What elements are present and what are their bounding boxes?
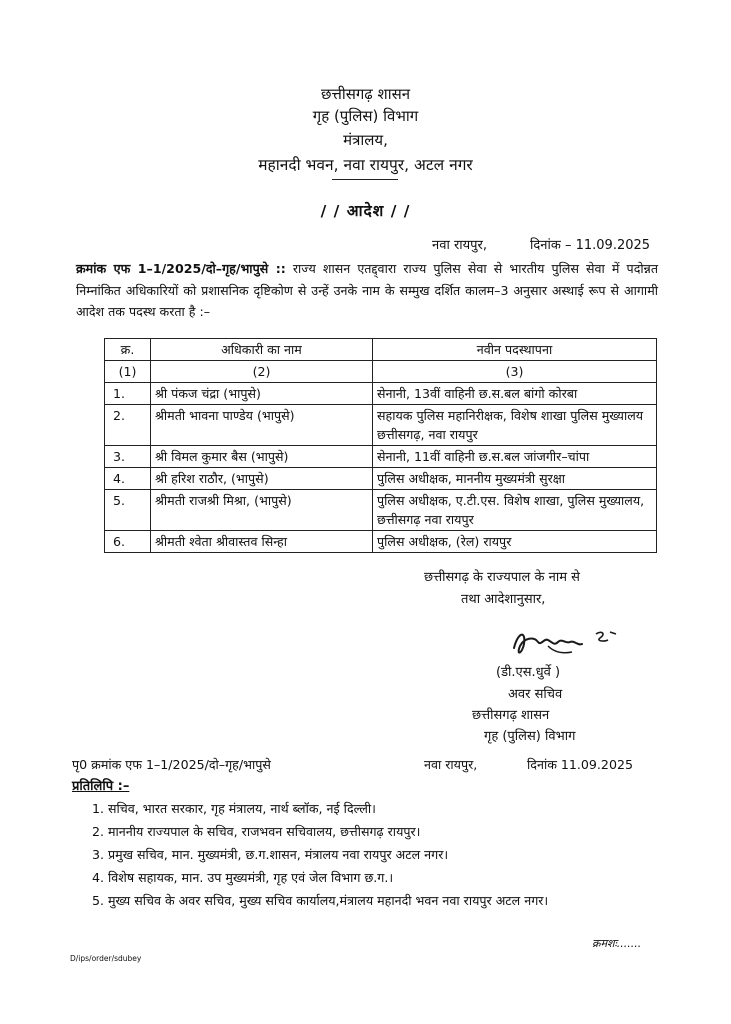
order-paragraph	[76, 258, 658, 323]
row-officer-name: श्री हरिश राठौर, (भापुसे)	[151, 468, 373, 490]
list-item-text: मुख्य सचिव के अवर सचिव, मुख्य सचिव कार्यालय,मंत्रालय महानदी भवन नवा रायपुर अटल नगर।	[108, 893, 549, 908]
signatory-designation: अवर सचिव	[508, 687, 563, 702]
order-heading: / / आदेश / /	[320, 202, 411, 220]
row-serial: 1.	[105, 383, 151, 405]
signatory-department: गृह (पुलिस) विभाग	[484, 729, 576, 744]
column-number: (2)	[151, 361, 373, 383]
row-officer-name: श्री विमल कुमार बैस (भापुसे)	[151, 446, 373, 468]
table-row	[105, 490, 657, 531]
table-row	[105, 405, 657, 446]
list-item-text: प्रमुख सचिव, मान. मुख्यमंत्री, छ.ग.शासन, मंत्रालय नवा रायपुर अटल नगर।	[108, 847, 449, 862]
governor-line-1: छत्तीसगढ़ के राज्यपाल के नाम से	[424, 570, 580, 585]
header-officer-name: अधिकारी का नाम	[151, 339, 373, 361]
list-item-text: विशेष सहायक, मान. उप मुख्यमंत्री, गृह एवं जेल विभाग छ.ग.।	[108, 870, 394, 885]
order-reference-number: क्रमांक एफ 1–1/2025/दो–गृह/भापुसे ::	[76, 261, 286, 276]
table-row	[105, 531, 657, 553]
copy-to-label: प्रतिलिपि :–	[72, 779, 130, 794]
row-serial: 4.	[105, 468, 151, 490]
row-posting: सहायक पुलिस महानिरीक्षक, विशेष शाखा पुलिस मुख्यालय छत्तीसगढ़, नवा रायपुर	[373, 405, 657, 446]
signatory-office: छत्तीसगढ़ शासन	[472, 708, 550, 723]
row-officer-name: श्री पंकज चंद्रा (भापुसे)	[151, 383, 373, 405]
table-row	[105, 446, 657, 468]
list-item-number: 5.	[92, 893, 105, 908]
address-line: महानदी भवन, नवा रायपुर, अटल नगर	[258, 156, 473, 174]
column-number: (3)	[373, 361, 657, 383]
department-title: गृह (पुलिस) विभाग	[312, 107, 419, 125]
list-item-text: सचिव, भारत सरकार, गृह मंत्रालय, नार्थ ब्लॉक, नई दिल्ली।	[108, 801, 376, 816]
row-posting: सेनानी, 11वीं वाहिनी छ.स.बल जांजगीर–चांपा	[373, 446, 657, 468]
order-place: नवा रायपुर,	[432, 238, 487, 253]
row-posting: पुलिस अधीक्षक, माननीय मुख्यमंत्री सुरक्षा	[373, 468, 657, 490]
row-posting: सेनानी, 13वीं वाहिनी छ.स.बल बांगो कोरबा	[373, 383, 657, 405]
header-divider	[332, 179, 398, 180]
posting-table	[104, 338, 657, 553]
list-item-number: 2.	[92, 824, 105, 839]
list-item	[92, 889, 667, 912]
row-officer-name: श्रीमती भावना पाण्डेय (भापुसे)	[151, 405, 373, 446]
government-title: छत्तीसगढ़ शासन	[320, 85, 411, 103]
endorsement-place: नवा रायपुर,	[424, 757, 478, 772]
row-serial: 5.	[105, 490, 151, 531]
continued-marker: क्रमशः.......	[592, 937, 642, 950]
endorsement-date: दिनांक 11.09.2025	[527, 757, 633, 772]
order-date: दिनांक – 11.09.2025	[530, 238, 651, 253]
list-item-number: 3.	[92, 847, 105, 862]
governor-line-2: तथा आदेशानुसार,	[461, 592, 546, 607]
row-posting: पुलिस अधीक्षक, (रेल) रायपुर	[373, 531, 657, 553]
table-row	[105, 383, 657, 405]
list-item	[92, 843, 667, 866]
handwritten-signature	[508, 624, 620, 664]
signatory-name: (डी.एस.धुर्वे )	[496, 665, 561, 680]
list-item	[92, 866, 667, 889]
row-serial: 6.	[105, 531, 151, 553]
row-officer-name: श्रीमती श्वेता श्रीवास्तव सिन्हा	[151, 531, 373, 553]
row-posting: पुलिस अधीक्षक, ए.टी.एस. विशेष शाखा, पुलिस मुख्यालय, छत्तीसगढ़ नवा रायपुर	[373, 490, 657, 531]
table-column-number-row	[105, 361, 657, 383]
table-header-row	[105, 339, 657, 361]
row-officer-name: श्रीमती राजश्री मिश्रा, (भापुसे)	[151, 490, 373, 531]
copy-recipient-list	[92, 797, 667, 912]
list-item	[92, 820, 667, 843]
row-serial: 3.	[105, 446, 151, 468]
row-serial: 2.	[105, 405, 151, 446]
list-item-number: 1.	[92, 801, 105, 816]
list-item-number: 4.	[92, 870, 105, 885]
order-body-text: राज्य शासन एतद्द्वारा राज्य पुलिस सेवा से भारतीय पुलिस सेवा में पदोन्नत निम्नांकित अधिकारियों को प्रशासनिक दृष्टिकोण से उन्हें उनके नाम के सम्मुख दर्शित कालम–3 अनुसार अस्थाई रूप से आगामी आदेश तक पदस्थ करता है :–	[76, 261, 658, 319]
column-number: (1)	[105, 361, 151, 383]
table-row	[105, 468, 657, 490]
ministry-title: मंत्रालय,	[343, 131, 388, 149]
list-item	[92, 797, 667, 820]
file-path: D/ips/order/sdubey	[70, 954, 142, 963]
header-new-posting: नवीन पदस्थापना	[373, 339, 657, 361]
header-serial: क्र.	[105, 339, 151, 361]
endorsement-reference: पृ0 क्रमांक एफ 1–1/2025/दो–गृह/भापुसे	[72, 757, 271, 772]
list-item-text: माननीय राज्यपाल के सचिव, राजभवन सचिवालय, छत्तीसगढ़ रायपुर।	[108, 824, 421, 839]
